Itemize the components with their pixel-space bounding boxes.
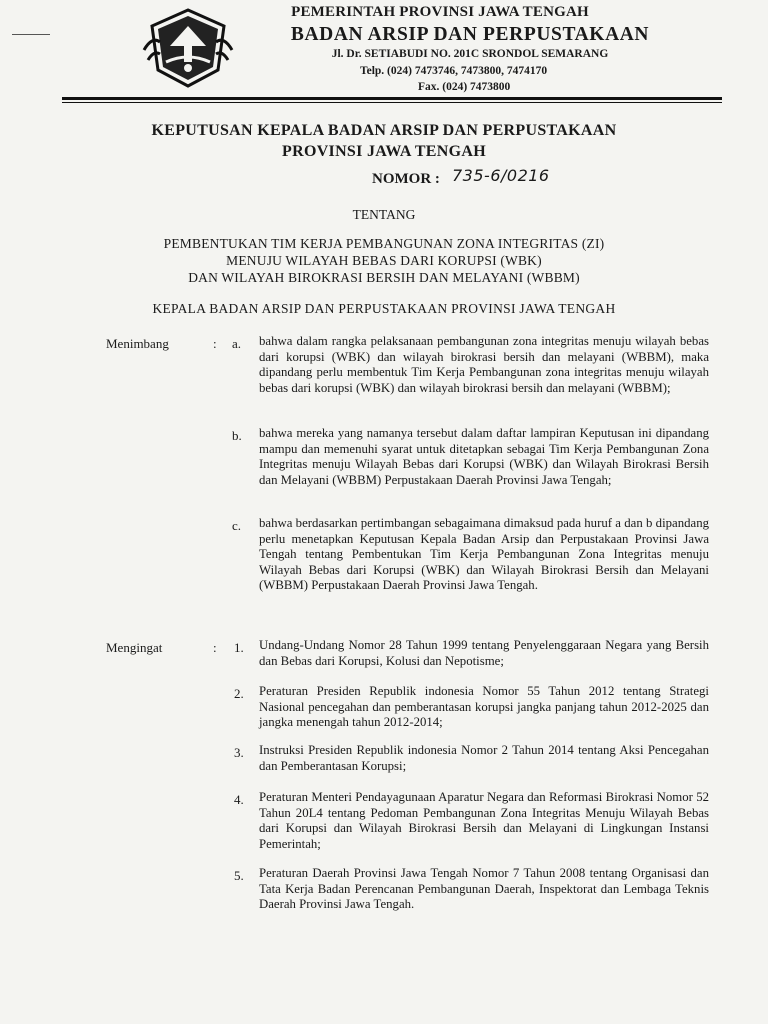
list-item-text: Peraturan Daerah Provinsi Jawa Tengah Nomor 7 Tahun 2008 tentang Organisasi dan Tata Kerja Badan Perencanan Pembangunan Daerah, Inspektorat dan Lembaga Teknis Daerah Provinsi Jawa Tengah. — [259, 866, 709, 912]
list-item-text: bahwa dalam rangka pelaksanaan pembangunan zona integritas menuju wilayah bebas dari korupsi (WBK) dan wilayah birokrasi bersih dan melayani (WBBM), maka dipandang perlu membentuk Tim Kerja Pembangunan zona integritas menuju wilayah bebas dari korupsi (WBK) dan wilayah birokrasi bersih dan melayani (WBBM); — [259, 334, 709, 395]
letterhead-rule-thick — [62, 97, 722, 100]
decree-subject-line2: MENUJU WILAYAH BEBAS DARI KORUPSI (WBK) — [226, 253, 542, 268]
letterhead-agency: BADAN ARSIP DAN PERPUSTAKAAN — [290, 24, 650, 45]
section-label-mengingat: Mengingat — [106, 640, 163, 655]
decree-about-label: TENTANG — [352, 207, 416, 222]
list-item-marker: a. — [232, 336, 242, 351]
list-item-text: bahwa berdasarkan pertimbangan sebagaimana dimaksud pada huruf a dan b dipandang perlu menetapkan Keputusan Kepala Badan Arsip dan Perpustakaan Provinsi Jawa Tengah tentang Pembentukan Tim Kerja Pembangunan Zona Integritas menuju Wilayah Bebas dari Korupsi (WBK) dan Wilayah Birokrasi Bersih dan Melayani (WBBM) Perpustakaan Daerah Provinsi Jawa Tengah. — [259, 516, 709, 593]
list-item-marker: b. — [232, 428, 242, 443]
section-colon-mengingat: : — [213, 640, 217, 655]
section-colon-menimbang: : — [213, 336, 217, 351]
margin-mark — [12, 34, 50, 35]
list-item-text: Instruksi Presiden Republik indonesia Nomor 2 Tahun 2014 tentang Aksi Pencegahan dan Pemberantasan Korupsi; — [259, 743, 709, 773]
list-item-text: Peraturan Presiden Republik indonesia Nomor 55 Tahun 2012 tentang Strategi Nasional pencegahan dan pemberantasan korupsi jangka panjang tahun 2012-2025 dan jangka menengah tahun 2012-2014; — [259, 684, 709, 730]
decree-subject-line1: PEMBENTUKAN TIM KERJA PEMBANGUNAN ZONA INTEGRITAS (ZI) — [163, 236, 605, 251]
decree-number-handwritten: 735-6/0216 — [452, 166, 550, 185]
decree-issuer: KEPALA BADAN ARSIP DAN PERPUSTAKAAN PROVINSI JAWA TENGAH — [152, 301, 616, 316]
list-item-text: Undang-Undang Nomor 28 Tahun 1999 tentang Penyelenggaraan Negara yang Bersih dan Bebas dari Korupsi, Kolusi dan Nepotisme; — [259, 638, 709, 668]
decree-title-line2: PROVINSI JAWA TENGAH — [282, 143, 486, 160]
list-item-marker: c. — [232, 518, 242, 533]
decree-title-line1: KEPUTUSAN KEPALA BADAN ARSIP DAN PERPUSTAKAAN — [151, 122, 617, 139]
list-item-marker: 3. — [234, 745, 244, 760]
letterhead-fax: Fax. (024) 7473800 — [418, 81, 511, 93]
list-item-marker: 5. — [234, 868, 244, 883]
list-item-marker: 2. — [234, 686, 244, 701]
section-label-menimbang: Menimbang — [106, 336, 169, 351]
decree-number-label: NOMOR : — [372, 171, 440, 187]
list-item-marker: 4. — [234, 792, 244, 807]
list-item-marker: 1. — [234, 640, 244, 655]
decree-subject-line3: DAN WILAYAH BIROKRASI BERSIH DAN MELAYANI (WBBM) — [188, 270, 580, 285]
list-item-text: bahwa mereka yang namanya tersebut dalam daftar lampiran Keputusan ini dipandang mampu dan memenuhi syarat untuk ditetapkan sebagai Tim Kerja Pembangunan Zona Integritas menuju Wilayah Bebas dari Korupsi (WBK) dan Wilayah Birokrasi Bersih dan Melayani (WBBM) Perpustakaan Daerah Provinsi Jawa Tengah; — [259, 426, 709, 487]
provincial-emblem-icon — [140, 6, 236, 90]
letterhead-phone: Telp. (024) 7473746, 7473800, 7474170 — [360, 65, 548, 77]
letterhead-government: PEMERINTAH PROVINSI JAWA TENGAH — [291, 4, 589, 20]
letterhead-address: Jl. Dr. SETIABUDI NO. 201C SRONDOL SEMARANG — [331, 48, 609, 60]
letterhead-rule-thin — [62, 102, 722, 103]
list-item-text: Peraturan Menteri Pendayagunaan Aparatur Negara dan Reformasi Birokrasi Nomor 52 Tahun 20L4 tentang Pedoman Pembangunan Zona Integritas Menuju Wilayah Bebas dari Korupsi dan Wilayah Birokrasi Bersih dan Melayani di Lingkungan Instansi Pemerintah; — [259, 790, 709, 851]
